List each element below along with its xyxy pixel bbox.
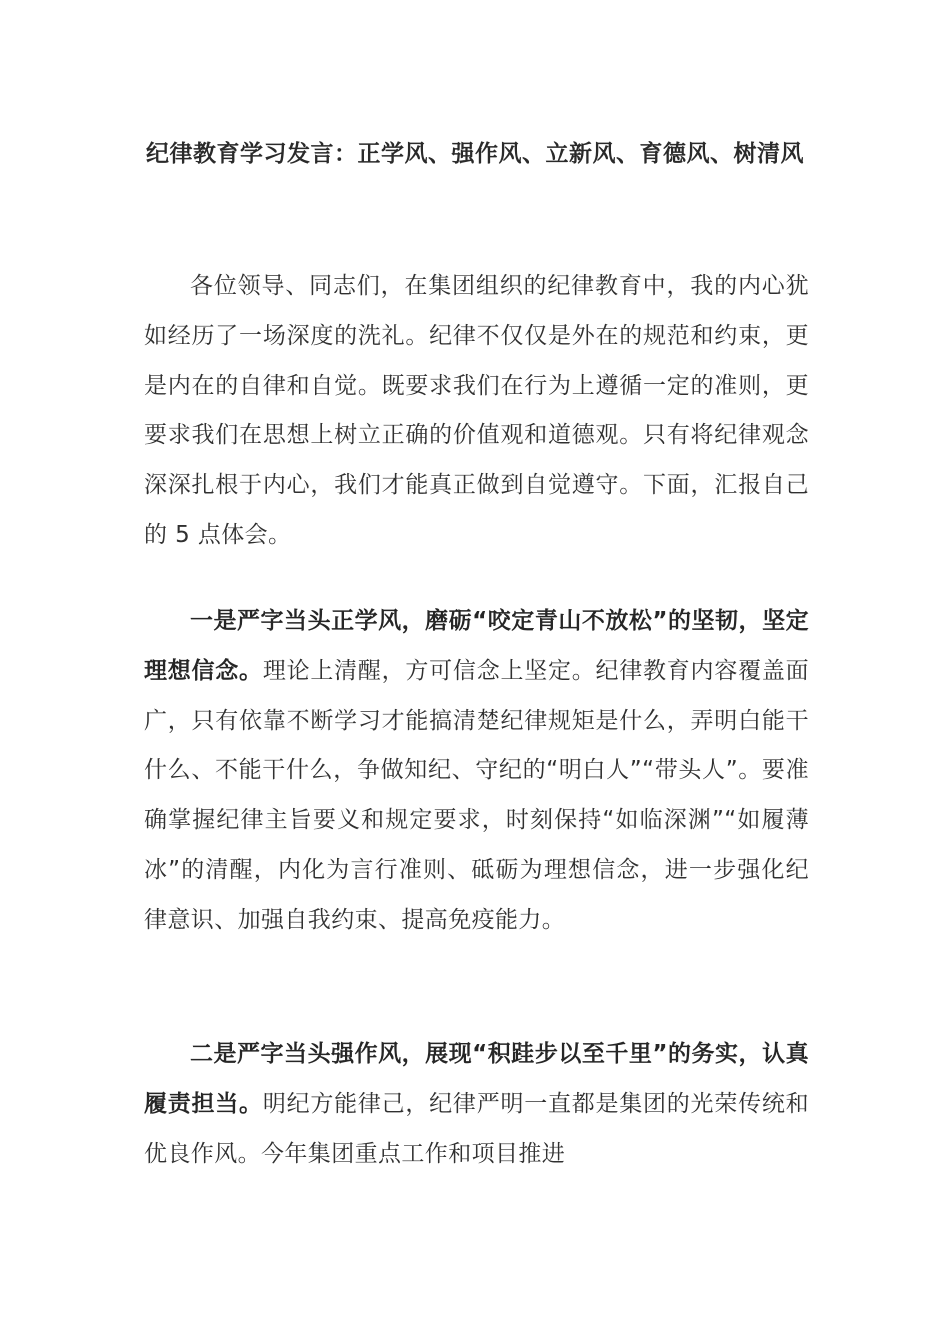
paragraph-text: 理论上清醒，方可信念上坚定。纪律教育内容覆盖面广，只有依靠不断学习才能搞清楚纪律规矩是什么，弄明白能干什么、不能干什么，争做知纪、守纪的“明白人”“带头人”。要准确掌握纪律主旨要义和规定要求，时刻保持“如临深渊”“如履薄冰”的清醒，内化为言行准则、砥砺为理想信念，进一步强化纪律意识、加强自我约束、提高免疫能力。 — [144, 657, 810, 933]
paragraph-lead: 一是严字当头正学风，磨砺“咬定青山不放松”的坚韧，坚定理想信念。 — [144, 608, 809, 684]
paragraph-text: 各位领导、同志们，在集团组织的纪律教育中，我的内心犹如经历了一场深度的洗礼。纪律不仅仅是外在的规范和约束，更是内在的自律和自觉。既要求我们在行为上遵循一定的准则，更要求我们在思想上树立正确的价值观和道德观。只有将纪律观念深深扎根于内心，我们才能真正做到自觉遵守。下面，汇报自己的 5 点体会。 — [144, 273, 809, 548]
paragraph-text: 明纪方能律己，纪律严明一直都是集团的光荣传统和优良作风。今年集团重点工作和项目推进 — [144, 1090, 810, 1167]
paragraph-point-one — [144, 597, 809, 946]
paragraph-intro — [144, 262, 809, 561]
document-title: 纪律教育学习发言：正学风、强作风、立新风、育德风、树清风 — [146, 141, 804, 167]
paragraph-lead: 二是严字当头强作风，展现“积跬步以至千里”的务实，认真履责担当。 — [144, 1041, 809, 1117]
paragraph-point-two — [144, 1030, 809, 1179]
